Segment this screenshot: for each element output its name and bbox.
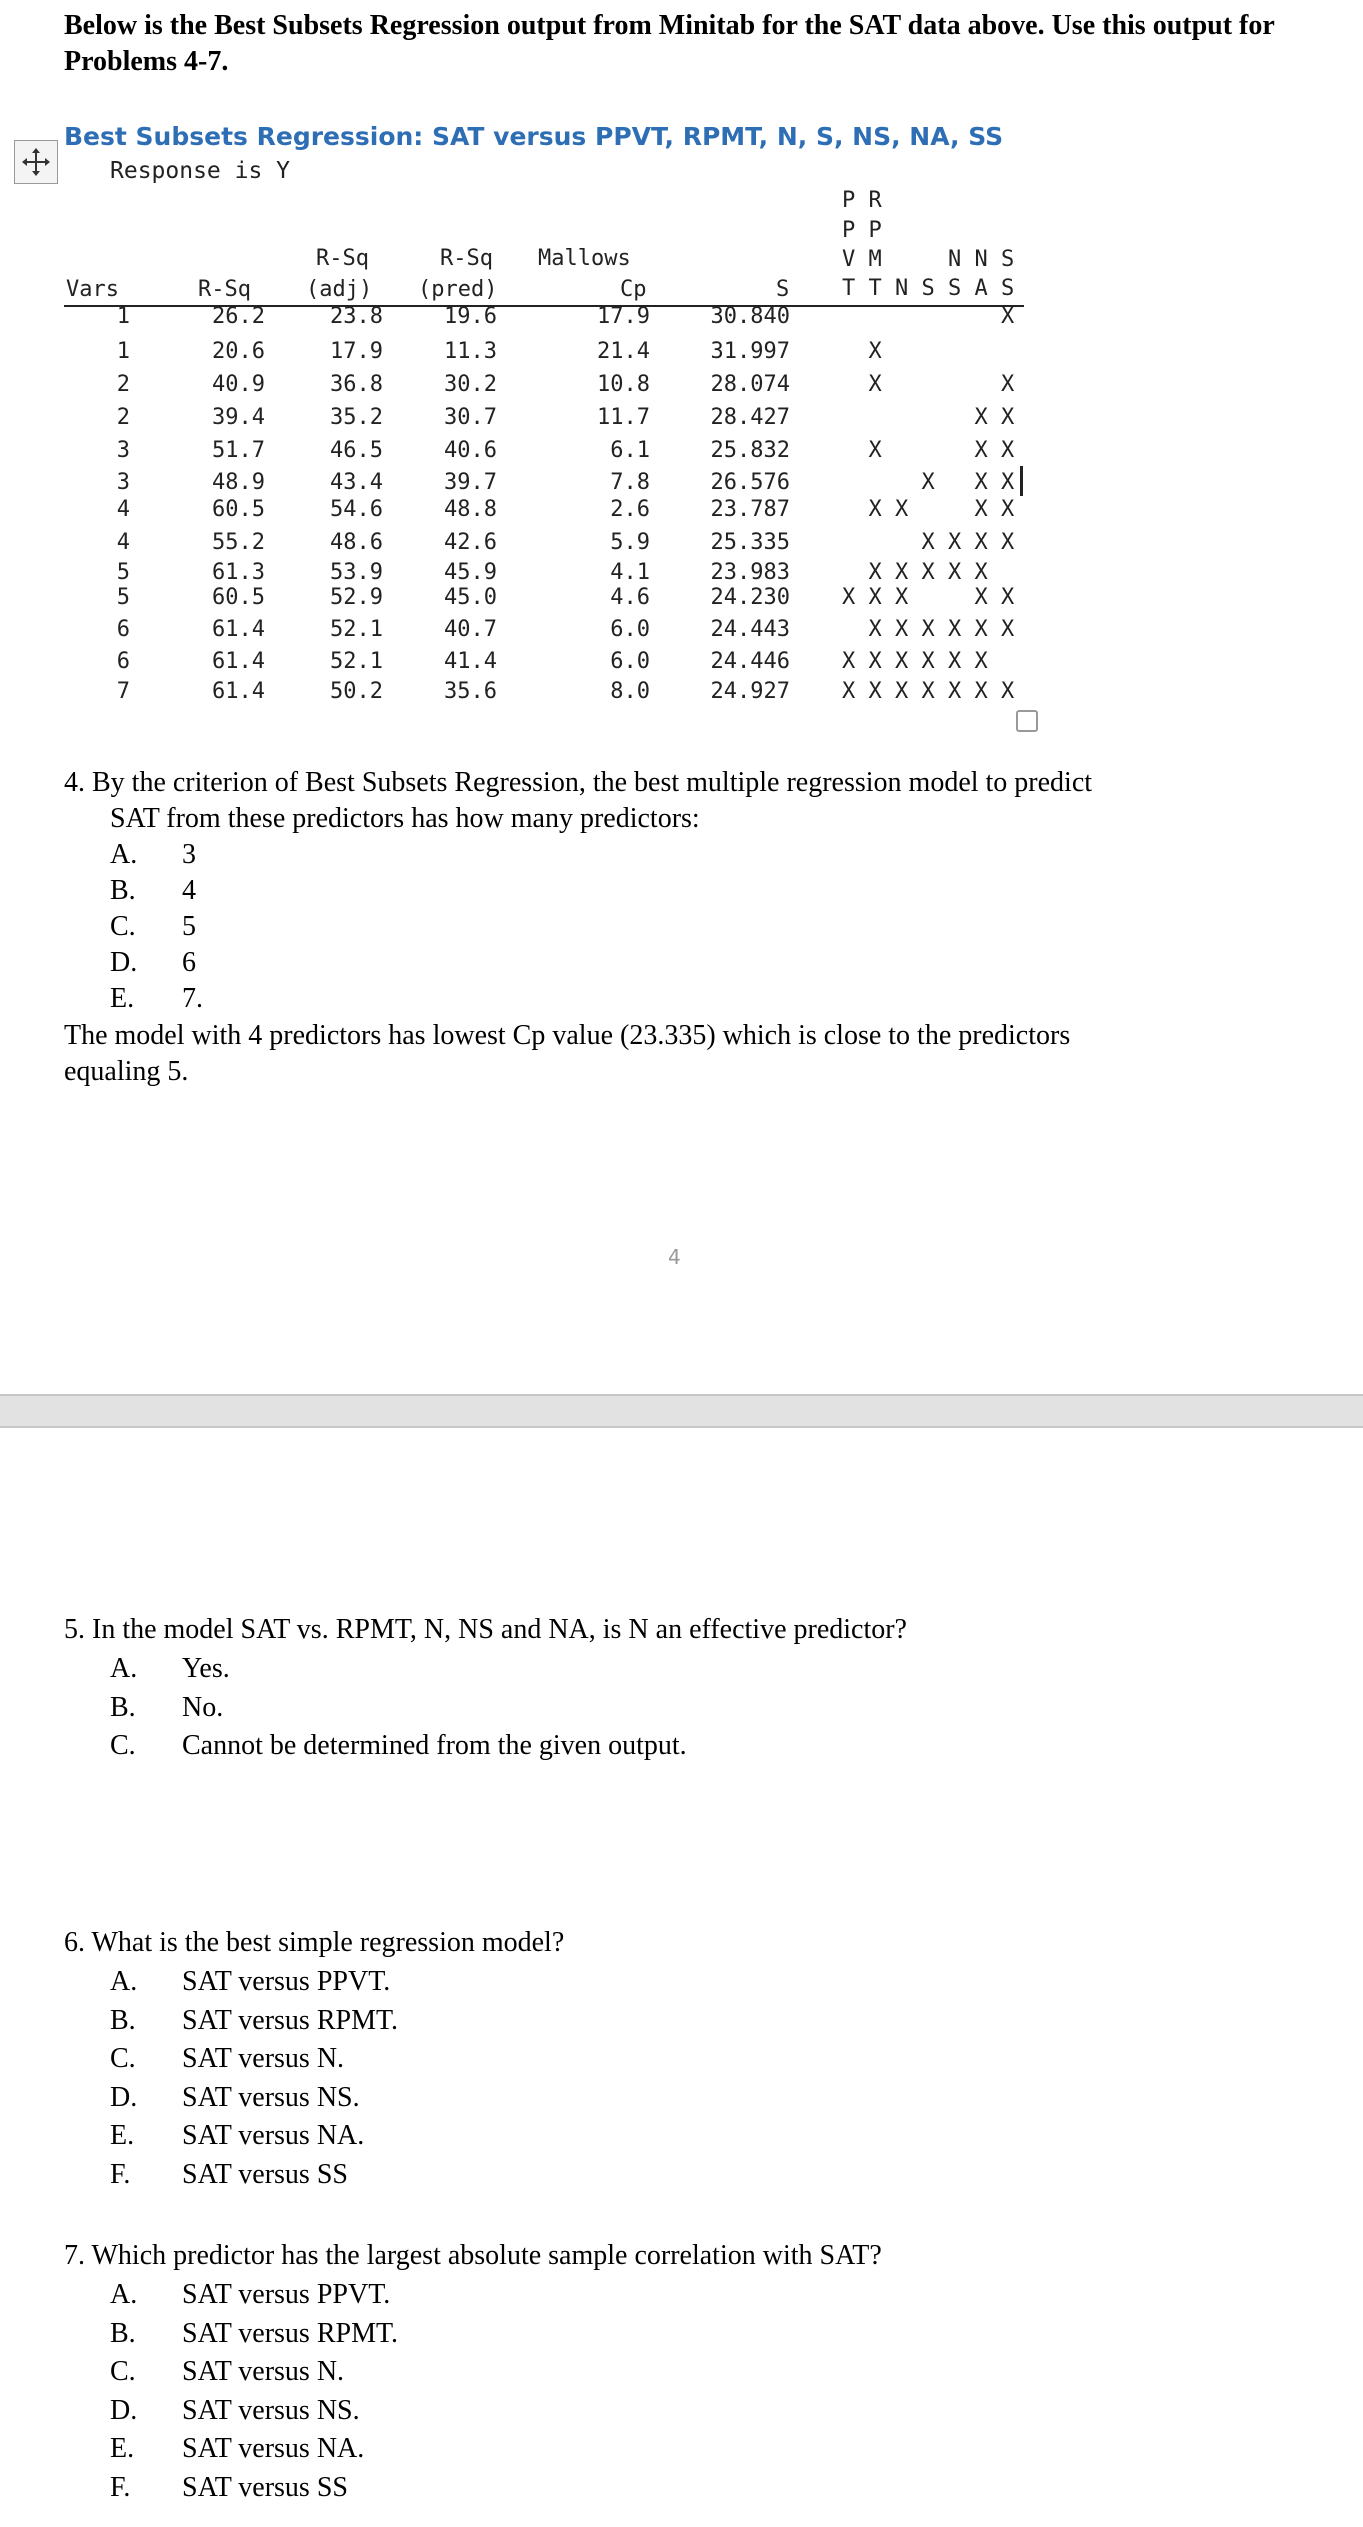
q4-option [110,944,1210,981]
q4-option [110,908,1210,945]
option-text: Cannot be determined from the given output. [182,1730,687,1761]
resize-square-icon[interactable] [1016,710,1038,732]
q7-stem: 7. Which predictor has the largest absolute sample correlation with SAT? [64,2240,882,2271]
cell-rsq: 48.9 [212,470,265,495]
cell-rsq: 61.3 [212,560,265,585]
option-text: SAT versus RPMT. [182,2317,399,2349]
cell-vars: 1 [116,304,130,329]
output-title: Best Subsets Regression: SAT versus PPVT, RPMT, N, S, NS, NA, SS [64,122,1004,151]
option-letter: D. [110,947,138,978]
cell-s: 24.927 [710,679,790,704]
q7-option [110,2315,1210,2352]
cell-cp: 10.8 [597,372,650,397]
cell-pred: 42.6 [444,530,497,555]
q6-option [110,2117,1210,2154]
cell-s: 31.997 [710,339,790,364]
cell-s: 30.840 [710,304,790,329]
option-text: 7. [182,983,203,1014]
cell-pred: 48.8 [444,497,497,522]
cell-rsq: 61.4 [212,649,265,674]
cell-cp: 17.9 [597,304,650,329]
predictor-marks: X X X X [842,530,1015,555]
predictor-marks: X X X X X X [842,617,1015,642]
var-header-row-2: P P [842,218,882,243]
predictor-marks: X X [842,405,1015,430]
option-text: SAT versus RPMT. [182,2004,399,2036]
cell-cp: 11.7 [597,405,650,430]
option-text: SAT versus NS. [182,2394,360,2426]
option-letter: A. [110,1653,138,1684]
cell-rsq: 60.5 [212,585,265,610]
q4-option [110,980,1210,1017]
q5-option [110,1689,1210,1726]
var-header-row-3: V M N N S [842,247,1015,272]
cell-adj: 52.9 [330,585,383,610]
option-letter: B. [110,875,136,906]
option-text: 4 [182,875,196,906]
cell-adj: 36.8 [330,372,383,397]
q6-stem: 6. What is the best simple regression model? [64,1927,565,1958]
cell-s: 24.230 [710,585,790,610]
col-header-mallows: Mallows [538,246,631,271]
cell-vars: 5 [116,560,130,585]
cell-s: 25.335 [710,530,790,555]
cell-pred: 11.3 [444,339,497,364]
cell-pred: 35.6 [444,679,497,704]
option-letter: B. [110,2004,136,2036]
cell-pred: 40.7 [444,617,497,642]
predictor-marks: X X X X X X X [842,679,1015,704]
cell-rsq: 61.4 [212,617,265,642]
var-header-row-1: P R [842,188,882,213]
cell-adj: 52.1 [330,649,383,674]
option-letter: E. [110,983,135,1014]
q5-option [110,1650,1210,1687]
cell-pred: 40.6 [444,438,497,463]
cell-cp: 2.6 [610,497,650,522]
cell-adj: 50.2 [330,679,383,704]
col-header-cp: Cp [620,277,647,302]
cell-s: 23.983 [710,560,790,585]
cell-vars: 7 [116,679,130,704]
q4-answer-line1: The model with 4 predictors has lowest Cp value (23.335) which is close to the predictors [64,1020,1071,1051]
option-text: SAT versus N. [182,2356,345,2387]
option-letter: A. [110,839,138,870]
cell-vars: 6 [116,617,130,642]
q4-stem-line1: 4. By the criterion of Best Subsets Regression, the best multiple regression model to predict [64,767,1093,798]
cell-rsq: 51.7 [212,438,265,463]
option-text: SAT versus SS [182,2158,348,2190]
cursor-bar [1020,466,1023,496]
option-letter: B. [110,1691,136,1723]
option-text: 6 [182,947,196,978]
predictor-marks: X X [842,372,1015,397]
cell-pred: 39.7 [444,470,497,495]
q4-option [110,872,1210,909]
cell-rsq: 61.4 [212,679,265,704]
option-letter: C. [110,2356,136,2387]
q6-option [110,2002,1210,2039]
col-header-rsq-adj: (adj) [306,277,373,302]
q4-option [110,836,1210,873]
q6-option [110,1963,1210,2000]
cell-cp: 21.4 [597,339,650,364]
option-text: No. [182,1691,224,1723]
option-letter: C. [110,1730,136,1761]
cell-cp: 4.6 [610,585,650,610]
cell-s: 28.427 [710,405,790,430]
q7-option [110,2469,1210,2506]
cell-vars: 2 [116,372,130,397]
option-text: SAT versus N. [182,2043,345,2074]
col-header-rsq: R-Sq [198,277,251,302]
response-line: Response is Y [110,158,291,184]
option-letter: D. [110,2081,138,2113]
cell-vars: 3 [116,470,130,495]
cell-vars: 4 [116,530,130,555]
cell-rsq: 60.5 [212,497,265,522]
cell-cp: 5.9 [610,530,650,555]
cell-vars: 3 [116,438,130,463]
cell-s: 28.074 [710,372,790,397]
predictor-marks: X X X X X X [842,649,988,674]
cell-pred: 19.6 [444,304,497,329]
page-number: 4 [668,1245,681,1269]
option-text: SAT versus NA. [182,2120,365,2151]
cell-adj: 52.1 [330,617,383,642]
cell-vars: 1 [116,339,130,364]
intro-text: Below is the Best Subsets Regression output from Minitab for the SAT data above. Use this output for Problems 4-7. [64,10,1275,77]
option-letter: A. [110,1966,138,1997]
predictor-marks: X X X [842,438,1015,463]
col-header-rsq-top: R-Sq [316,246,369,271]
option-letter: E. [110,2120,135,2151]
cell-adj: 35.2 [330,405,383,430]
predictor-marks: X X X X [842,497,1015,522]
cell-rsq: 20.6 [212,339,265,364]
option-text: SAT versus NS. [182,2081,360,2113]
q6-option [110,2079,1210,2116]
q4-answer-line2: equaling 5. [64,1056,189,1087]
cell-adj: 43.4 [330,470,383,495]
option-text: SAT versus SS [182,2471,348,2503]
q5-stem: 5. In the model SAT vs. RPMT, N, NS and NA, is N an effective predictor? [64,1614,907,1645]
cell-adj: 17.9 [330,339,383,364]
cell-pred: 45.0 [444,585,497,610]
var-header-row-4: T T N S S A S [842,276,1015,301]
cell-pred: 41.4 [444,649,497,674]
cell-cp: 4.1 [610,560,650,585]
option-letter: C. [110,911,136,942]
option-letter: A. [110,2279,138,2310]
option-text: SAT versus PPVT. [182,2279,391,2310]
col-header-rsq-top-2: R-Sq [440,246,493,271]
cell-rsq: 26.2 [212,304,265,329]
predictor-marks: X X X [842,470,1015,495]
cell-cp: 6.0 [610,649,650,674]
cell-cp: 8.0 [610,679,650,704]
option-text: 5 [182,911,196,942]
cell-cp: 6.1 [610,438,650,463]
option-letter: F. [110,2158,131,2190]
q6-option [110,2156,1210,2193]
cell-cp: 6.0 [610,617,650,642]
cell-adj: 23.8 [330,304,383,329]
cell-vars: 2 [116,405,130,430]
cell-rsq: 40.9 [212,372,265,397]
cell-s: 24.443 [710,617,790,642]
cell-adj: 46.5 [330,438,383,463]
cell-adj: 53.9 [330,560,383,585]
col-header-s: S [776,277,790,302]
option-letter: F. [110,2471,131,2503]
q7-option [110,2276,1210,2313]
move-handle-icon[interactable] [14,140,58,184]
option-letter: B. [110,2317,136,2349]
option-text: 3 [182,839,196,870]
option-letter: C. [110,2043,136,2074]
option-text: SAT versus PPVT. [182,1966,391,1997]
q7-option [110,2392,1210,2429]
col-header-vars: Vars [66,277,119,302]
q7-option [110,2430,1210,2467]
predictor-marks: X X X X X [842,585,1015,610]
cell-rsq: 55.2 [212,530,265,555]
predictor-marks: X X X X X [842,560,988,585]
cell-pred: 30.2 [444,372,497,397]
predictor-marks: X [842,339,882,364]
cell-s: 24.446 [710,649,790,674]
cell-adj: 48.6 [330,530,383,555]
cell-cp: 7.8 [610,470,650,495]
cell-s: 25.832 [710,438,790,463]
cell-vars: 6 [116,649,130,674]
option-letter: E. [110,2433,135,2464]
option-text: SAT versus NA. [182,2433,365,2464]
cell-vars: 5 [116,585,130,610]
q5-option [110,1727,1210,1764]
col-header-rsq-pred: (pred) [418,277,498,302]
cell-pred: 45.9 [444,560,497,585]
predictor-marks: X [842,304,1015,329]
cell-vars: 4 [116,497,130,522]
cell-adj: 54.6 [330,497,383,522]
option-letter: D. [110,2394,138,2426]
q6-option [110,2040,1210,2077]
cell-s: 23.787 [710,497,790,522]
page-break [0,1394,1363,1428]
option-text: Yes. [182,1653,230,1684]
cell-rsq: 39.4 [212,405,265,430]
cell-s: 26.576 [710,470,790,495]
q4-stem-line2: SAT from these predictors has how many predictors: [110,803,700,834]
cell-pred: 30.7 [444,405,497,430]
q7-option [110,2353,1210,2390]
